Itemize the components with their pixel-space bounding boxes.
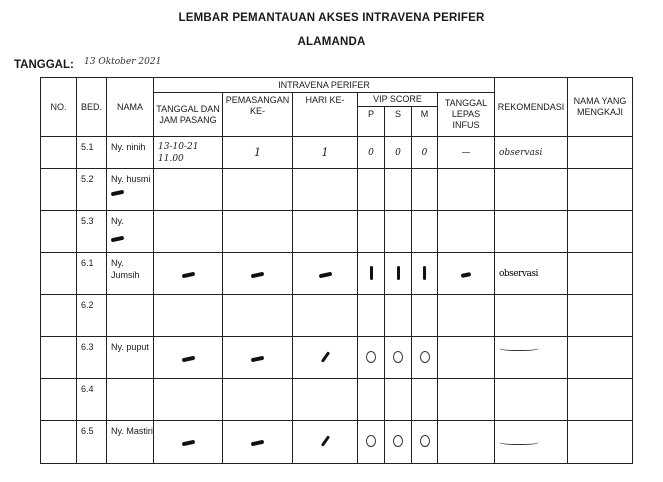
header-hari: HARI KE- (293, 93, 358, 137)
form-subtitle: ALAMANDA (297, 36, 366, 48)
cell-name: Ny. Jumsih (107, 253, 154, 295)
ditto-mark (111, 190, 125, 197)
name-text: Ny. husmi (111, 174, 151, 184)
cell-pengkaji (568, 337, 633, 379)
cell-pengkaji (568, 421, 633, 464)
cell-bed: 6.1 (77, 253, 107, 295)
cell-no (41, 169, 77, 211)
cell-bed: 5.1 (77, 137, 107, 169)
ditto-mark (251, 440, 265, 447)
ditto-mark (181, 355, 195, 362)
cell-bed: 6.2 (77, 295, 107, 337)
ditto-mark (251, 271, 265, 278)
header-nama: NAMA (107, 78, 154, 137)
cell-bed: 6.5 (77, 421, 107, 464)
cell-no (41, 379, 77, 421)
ditto-mark (366, 351, 376, 363)
signature-scribble (499, 344, 539, 351)
cell-name: Ny. puput (107, 337, 154, 379)
header-pemasangan: PEMASANGAN KE- (223, 93, 293, 137)
cell-name (107, 295, 154, 337)
ditto-mark (251, 355, 265, 362)
ditto-mark (320, 351, 329, 363)
header-rekomendasi: REKOMENDASI (495, 78, 568, 137)
cell-hari: 1 (293, 137, 358, 169)
cell-name: Ny. Mastiri (107, 421, 154, 464)
ditto-mark (318, 271, 332, 278)
ditto-mark (366, 435, 376, 447)
table-row (41, 211, 633, 253)
ditto-mark (393, 435, 403, 447)
table-row (41, 253, 633, 295)
header-nama-pengkaji: NAMA YANG MENGKAJI (568, 78, 633, 137)
header-no: NO. (41, 78, 77, 137)
table-row (41, 421, 633, 464)
ditto-mark (397, 266, 400, 280)
cell-tanggal-pasang (154, 137, 223, 169)
table-row (41, 337, 633, 379)
cell-pengkaji (568, 253, 633, 295)
cell-no (41, 253, 77, 295)
ditto-mark (420, 351, 430, 363)
cell-name (107, 211, 154, 253)
table-row (41, 379, 633, 421)
cell-no (41, 295, 77, 337)
ditto-mark (181, 271, 195, 278)
cell-no (41, 137, 77, 169)
signature-scribble (499, 438, 539, 445)
ditto-mark (423, 266, 426, 280)
date-value: 13 Oktober 2021 (84, 57, 162, 67)
form-title: LEMBAR PEMANTAUAN AKSES INTRAVENA PERIFER (178, 12, 485, 24)
jam-value: 11.00 (158, 154, 184, 164)
cell-bed: 5.2 (77, 169, 107, 211)
cell-vip-s: 0 (385, 137, 412, 169)
ditto-mark (461, 272, 472, 278)
tanggal-value: 13-10-21 (158, 142, 199, 152)
cell-pengkaji (568, 137, 633, 169)
cell-vip-m: 0 (412, 137, 438, 169)
cell-no (41, 337, 77, 379)
header-tanggal-lepas: TANGGAL LEPAS INFUS (438, 93, 495, 137)
cell-vip-p: 0 (358, 137, 385, 169)
header-vip-m: M (412, 107, 438, 137)
name-text: Ny. (111, 216, 124, 226)
cell-name (107, 169, 154, 211)
ditto-mark (420, 435, 430, 447)
header-tanggal-pasang: TANGGAL DAN JAM PASANG (154, 93, 223, 137)
header-vip-score: VIP SCORE (358, 93, 438, 107)
ditto-mark (393, 351, 403, 363)
cell-pemasangan: 1 (223, 137, 293, 169)
header-vip-p: P (358, 107, 385, 137)
header-intravena-perifer: INTRAVENA PERIFER (154, 78, 495, 93)
table-row (41, 137, 633, 169)
cell-name: Ny. ninih (107, 137, 154, 169)
header-vip-s: S (385, 107, 412, 137)
ditto-mark (320, 435, 329, 447)
cell-lepas: — (438, 137, 495, 169)
ditto-mark (181, 440, 195, 447)
date-label: TANGGAL: (14, 59, 74, 71)
ditto-mark (370, 266, 373, 280)
table-row (41, 295, 633, 337)
cell-rekomendasi: observasi (495, 137, 568, 169)
cell-name (107, 379, 154, 421)
cell-rekomendasi: observasi (495, 253, 568, 295)
cell-bed: 5.3 (77, 211, 107, 253)
header-bed: BED. (77, 78, 107, 137)
cell-bed: 6.4 (77, 379, 107, 421)
ditto-mark (111, 236, 125, 243)
monitoring-table (40, 77, 633, 464)
table-row (41, 169, 633, 211)
cell-bed: 6.3 (77, 337, 107, 379)
cell-no (41, 211, 77, 253)
cell-no (41, 421, 77, 464)
